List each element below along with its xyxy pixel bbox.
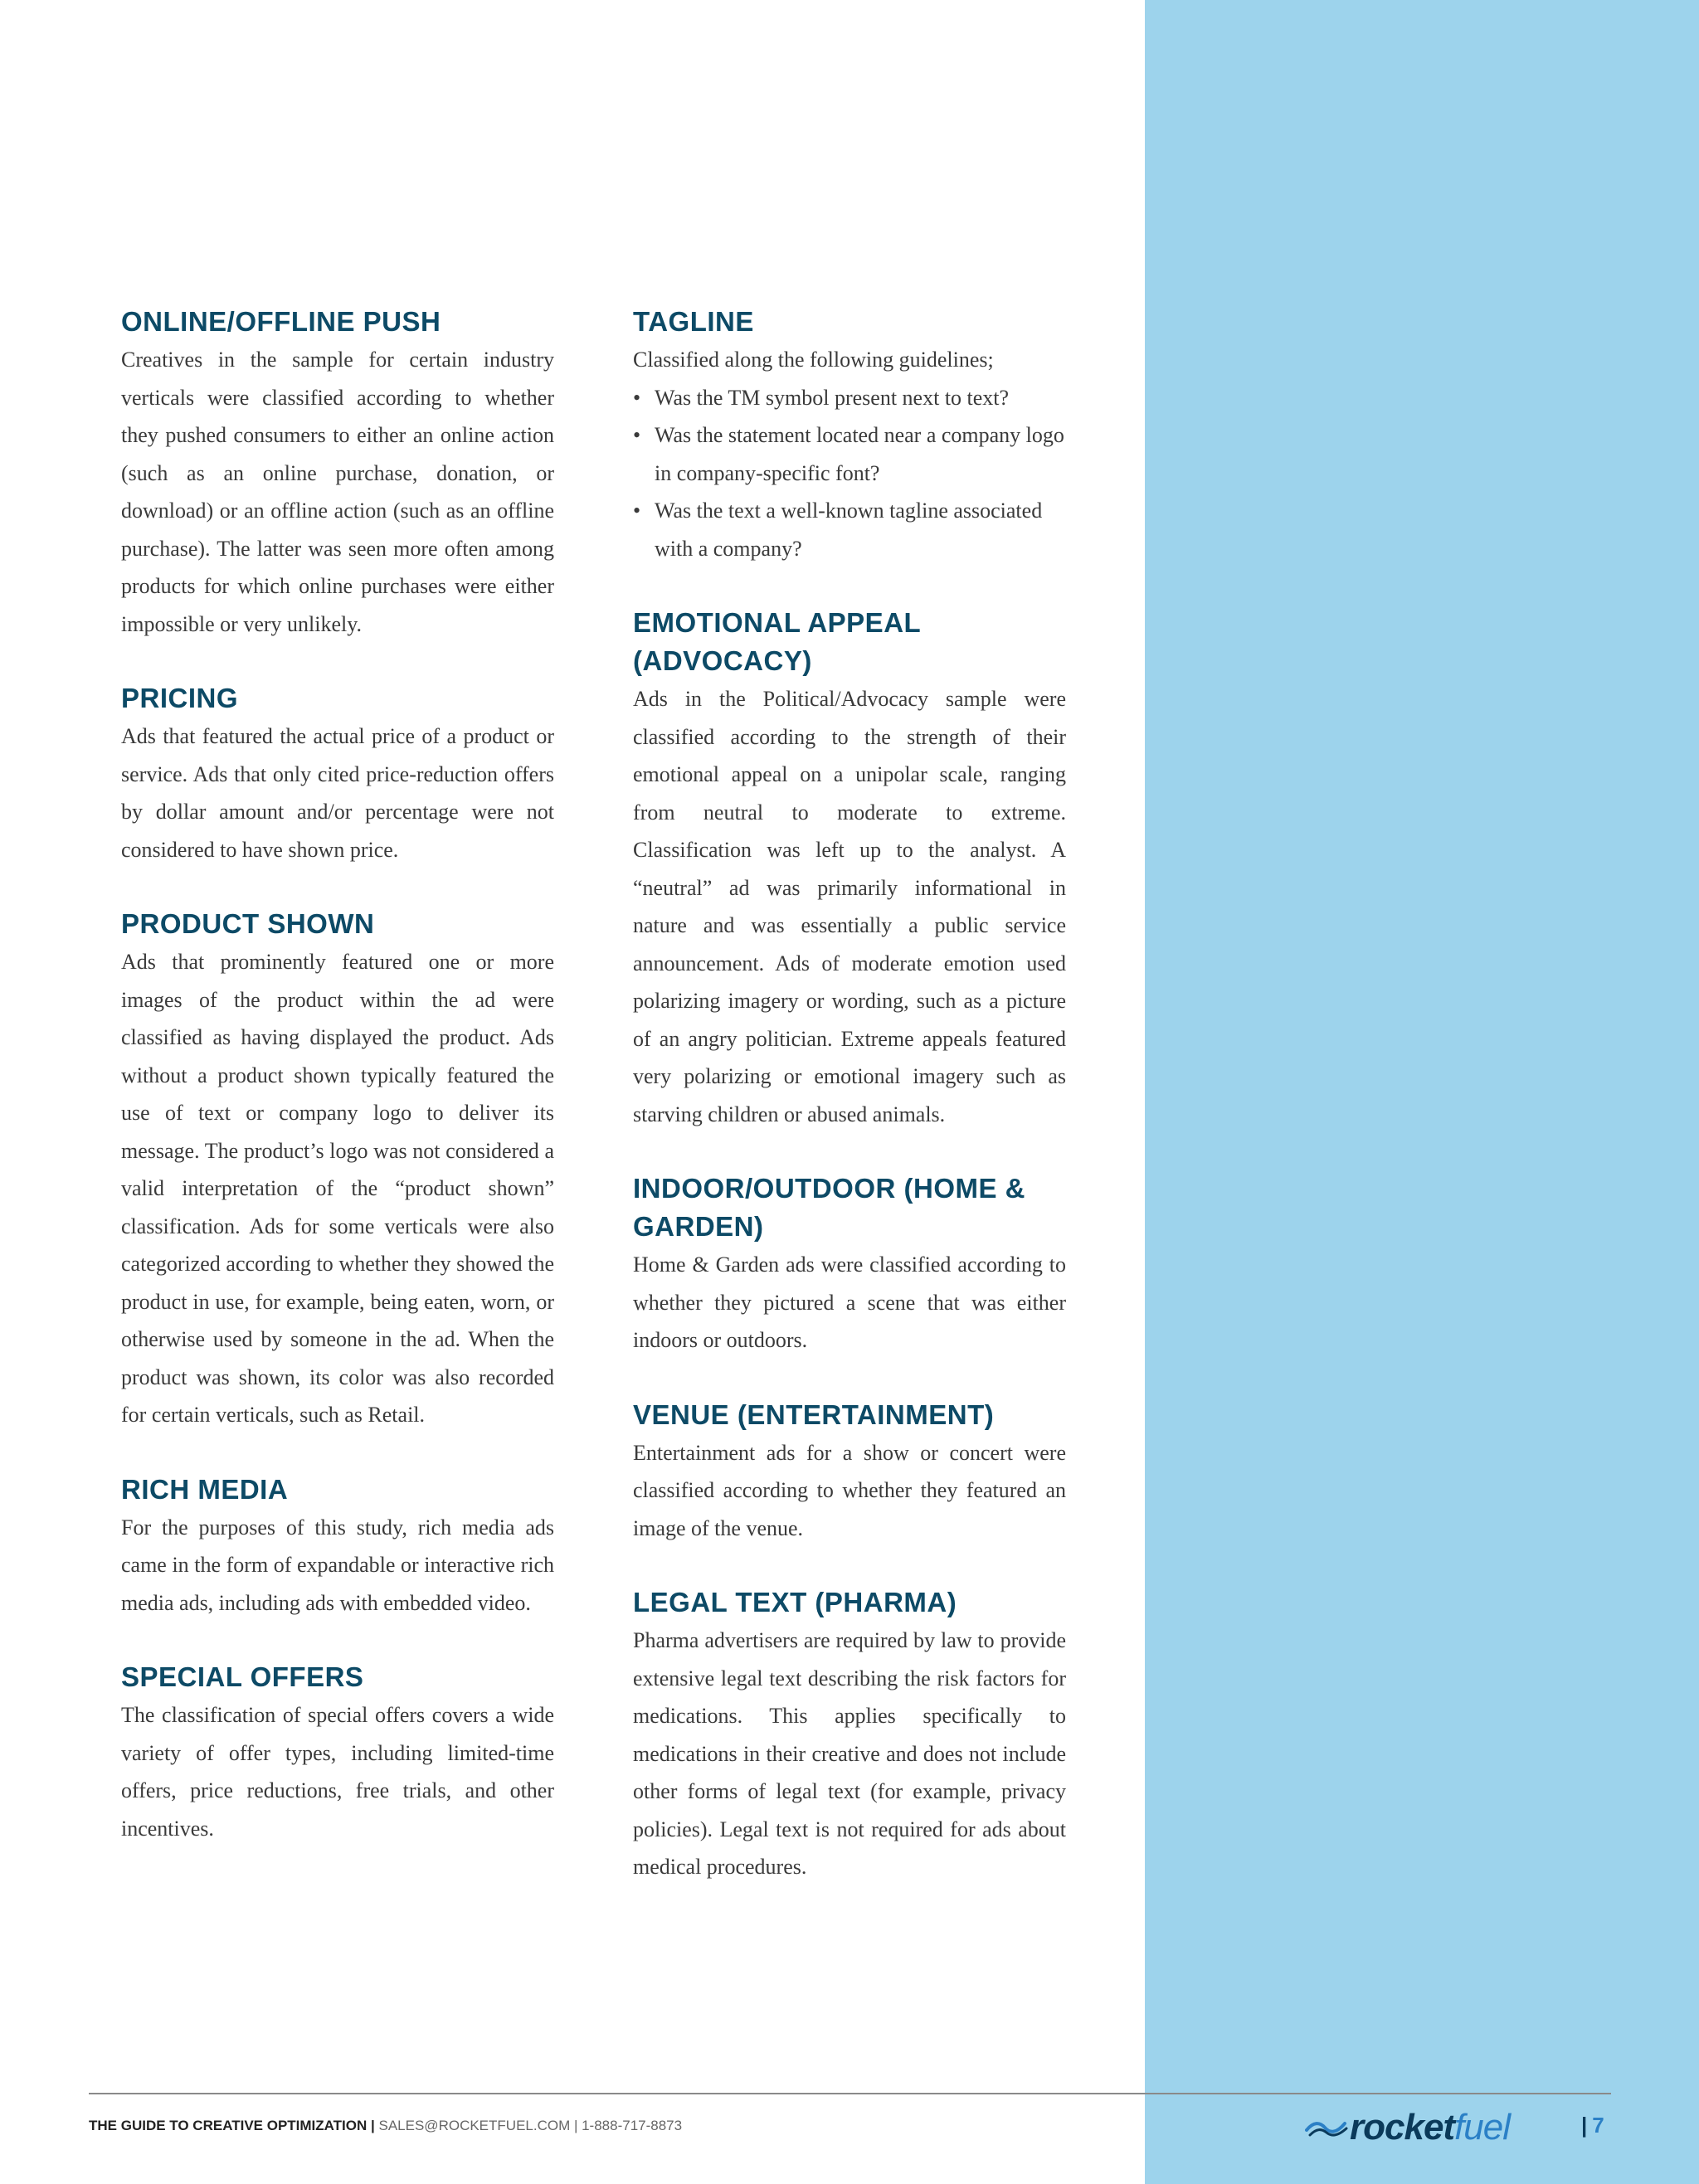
section-body: Pharma advertisers are required by law to provide extensive legal text describing the risk factors for medications. This applies specifically to medications in their creative and does not include other forms of legal text (for example, privacy policies). Legal text is not required for ads about medical procedures. [633,1628,1066,1879]
section-tagline [633,303,1066,567]
left-column [121,303,554,1884]
rocketfuel-logo [1305,2107,1510,2148]
tagline-intro: Classified along the following guidelines; [633,348,994,372]
section-special-offers [121,1658,554,1847]
section-heading: SPECIAL OFFERS [121,1661,364,1692]
section-heading: ONLINE/OFFLINE PUSH [121,306,441,337]
section-heading: VENUE (ENTERTAINMENT) [633,1398,995,1430]
section-venue [633,1396,1066,1548]
section-heading: PRODUCT SHOWN [121,908,375,939]
section-body: Ads that featured the actual price of a product or service. Ads that only cited price-reduction offers by dollar amount and/or percentage were not considered to have shown price. [121,724,554,862]
footer-separator: | [367,2118,379,2133]
section-body: For the purposes of this study, rich media ads came in the form of expandable or interactive rich media ads, including ads with embedded video. [121,1515,554,1615]
section-heading: LEGAL TEXT (PHARMA) [633,1587,957,1617]
brand-wordmark-fuel: fuel [1454,2107,1511,2148]
section-legal-text [633,1583,1066,1886]
section-body: Ads in the Political/Advocacy sample were classified according to the strength of their emotional appeal on a unipolar scale, ranging from neutral to moderate to extreme. Classification was left up to the analyst. A “neutral” ad was primarily informational in nature and was essentially a public service announcement. Ads of moderate emotion used polarizing imagery or wording, such as a picture of an angry politician. Extreme appeals featured very polarizing or emotional imagery such as starving children or abused animals. [633,687,1066,1126]
swoosh-icon [1305,2115,1348,2140]
page-number-value: 7 [1592,2113,1604,2138]
section-emotional-appeal [633,604,1066,1133]
section-rich-media [121,1471,554,1622]
page-number [1581,2113,1604,2138]
footer-divider [89,2093,1611,2094]
decorative-sidebar-band [1145,0,1699,2184]
section-heading: TAGLINE [633,306,754,337]
section-heading: EMOTIONAL APPEAL (ADVOCACY) [633,607,921,676]
list-item: • Was the statement located near a company logo in company-specific font? [655,416,1066,492]
page-number-bar: | [1581,2113,1588,2138]
section-online-offline-push [121,303,554,643]
right-column [633,303,1066,1923]
footer-guide-title: THE GUIDE TO CREATIVE OPTIMIZATION [89,2118,368,2133]
tagline-bullet-list [633,379,1066,568]
list-item: • Was the TM symbol present next to text? [655,379,1066,417]
section-body: Creatives in the sample for certain industry verticals were classified according to whether they pushed consumers to either an online action (such as an online purchase, donation, or download) or an offline action (such as an offline purchase). The latter was seen more often among products for which online purchases were either impossible or very unlikely. [121,348,554,636]
section-body: Entertainment ads for a show or concert were classified according to whether they featured an image of the venue. [633,1440,1066,1540]
brand-wordmark [1350,2107,1510,2148]
section-body: The classification of special offers covers a wide variety of offer types, including limited-time offers, price reductions, free trials, and other incentives. [121,1703,554,1841]
section-product-shown [121,905,554,1434]
section-heading: INDOOR/OUTDOOR (HOME & GARDEN) [633,1173,1025,1242]
footer-contact: SALES@ROCKETFUEL.COM | 1-888-717-8873 [378,2118,683,2133]
section-indoor-outdoor [633,1170,1066,1360]
section-heading: PRICING [121,683,239,713]
section-body: Ads that prominently featured one or more images of the product within the ad were classified as having displayed the product. Ads without a product shown typically featured the use of text or company logo to deliver its message. The product’s logo was not considered a valid interpretation of the “product shown” classification. Ads for some verticals were also categorized according to whether they showed the product in use, for example, being eaten, worn, or otherwise used by someone in the ad. When the product was shown, its color was also recorded for certain verticals, such as Retail. [121,950,554,1427]
section-body: Home & Garden ads were classified according to whether they pictured a scene that was either indoors or outdoors. [633,1253,1066,1352]
brand-wordmark-rocket: rocket [1350,2107,1455,2148]
footer-info [89,2118,682,2134]
section-heading: RICH MEDIA [121,1473,289,1505]
list-item: • Was the text a well-known tagline associated with a company? [655,492,1066,567]
section-pricing [121,679,554,868]
